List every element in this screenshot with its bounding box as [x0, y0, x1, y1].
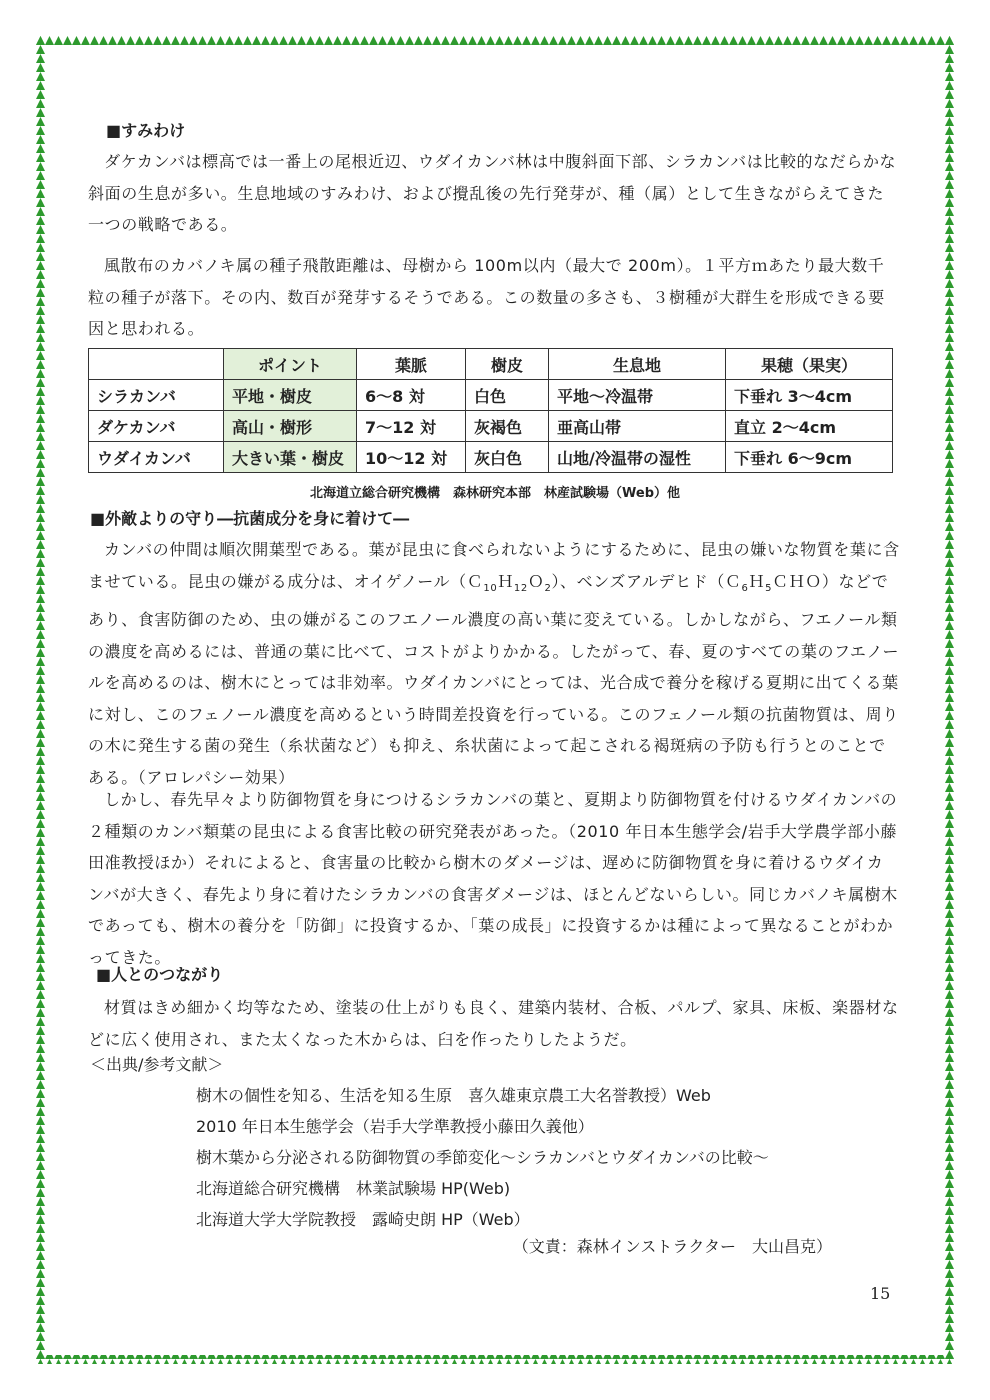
table-cell: 亜高山帯 — [549, 411, 726, 442]
table-cell: シラカンバ — [89, 380, 224, 411]
table-cell: 平地～冷温帯 — [549, 380, 726, 411]
paragraph-text: ）、ベンズアルデヒド（Ｃ — [551, 571, 742, 591]
table-cell: ウダイカンバ — [89, 442, 224, 473]
paragraph-people-1: 材質はきめ細かく均等なため、塗装の仕上がりも良く、建築内装材、合板、パルプ、家具、床板、楽器材などに広く使用され、また太くなった木からは、臼を作ったりしたようだ。 — [88, 998, 899, 1049]
birch-comparison-table — [88, 348, 893, 473]
table-row — [89, 442, 893, 473]
paragraph-defense-1: カンバの仲間は順次開葉型である。葉が昆虫に食べられないようにするために、昆虫の嫌いな物質を葉に含ませている。昆虫の嫌がる成分は、オイゲノール（Ｃ$_{10}$Ｈ$_{12}$Ｏ$_2$）、ベンズアルデヒド（Ｃ$_6$Ｈ$_5$ＣＨＯ）などであり、食害防御のため、虫の嫌がるこのフエノール濃度の高い葉に変えている。しかしながら、フエノール類の濃度を高めるには、普通の葉に比べて、コストがよりかかる。したがって、春、夏のすべての葉のフエノールを高めるのは、樹木にとっては非効率。ウダイカンバにとっては、光合成で養分を稼げる夏期に出てくる葉に対し、このフェノール濃度を高めるという時間差投資を行っている。このフェノール類の抗菌物質は、周りの木に発生する菌の発生（糸状菌など）も抑え、糸状菌によって起こされる褐斑病の予防も行うとのことである。（アロレパシー効果） — [88, 540, 900, 787]
table-cell: 大きい葉・樹皮 — [224, 442, 357, 473]
reference-item: 樹木の個性を知る、生活を知る生原 喜久雄東京農工大名誉教授）Web — [196, 1086, 711, 1105]
table-cell: 直立 2～4cm — [726, 411, 893, 442]
paragraph-text: カンバの仲間は順次開葉型である。葉が昆虫に食べられないようにするために、昆虫の嫌いな物質を葉に含ませている。昆虫の嫌がる成分は、オイゲノール（Ｃ — [88, 540, 900, 591]
table-cell: 6～8 対 — [357, 380, 466, 411]
author-credit: （文責：森林インストラクター 大山昌克） — [512, 1237, 832, 1256]
reference-item: 北海道大学大学院教授 露崎史朗 HP（Web） — [196, 1210, 530, 1229]
table-source-note: 北海道立総合研究機構 森林研究本部 林産試験場（Web）他 — [310, 486, 680, 501]
page-number: 15 — [870, 1284, 891, 1303]
table-row — [89, 411, 893, 442]
table-header-cell: 果穂（果実） — [726, 349, 893, 380]
reference-item: 2010 年日本生態学会（岩手大学準教授小藤田久義他） — [196, 1117, 594, 1136]
references-list — [196, 1080, 769, 1235]
table-cell: 下垂れ 3～4cm — [726, 380, 893, 411]
table-header-cell: 樹皮 — [466, 349, 549, 380]
reference-item: 北海道総合研究機構 林業試験場 HP(Web) — [196, 1179, 511, 1198]
paragraph-defense-2: しかし、春先早々より防御物質を身につけるシラカンバの葉と、夏期より防御物質を付けるウダイカンバの２種類のカンバ類葉の昆虫による食害比較の研究発表があった。（2010 年日本生態学会/岩手大学農学部小藤田准教授ほか）それによると、食害量の比較から樹木のダメージは、遅めに防御物質を身に着けるウダイカンバが大きく、春先より身に着けたシラカンバの食害ダメージは、ほとんどないらしい。同じカバノキ属樹木であっても、樹木の養分を「防御」に投資するか、「葉の成長」に投資するかは種によって異なることがわかってきた。 — [88, 790, 898, 967]
reference-item: 樹木葉から分泌される防御物質の季節変化～シラカンバとウダイカンバの比較～ — [196, 1148, 769, 1167]
paragraph-sumiwake-2: 風散布のカバノキ属の種子飛散距離は、母樹から 100m以内（最大で 200m）。１平方ｍあたり最大数千粒の種子が落下。その内、数百が発芽するそうである。この数量の多さも、３樹種が大群生を形成できる要因と思われる。 — [88, 256, 885, 338]
references-heading: ＜出典/参考文献＞ — [90, 1055, 224, 1074]
table-cell: 7～12 対 — [357, 411, 466, 442]
table-header-cell — [89, 349, 224, 380]
paragraph-text: ＨＯ）などであり、食害防御のため、虫の嫌がるこのフエノール濃度の高い葉に変えている。しかしながら、フエノール類の濃度を高めるには、普通の葉に比べて、コストがよりかかる。したがって、春、夏のすべての葉のフエノールを高めるのは、樹木にとっては非効率。ウダイカンバにとっては、光合成で養分を稼げる夏期に出てくる葉に対し、このフェノール濃度を高めるという時間差投資を行っている。このフェノール類の抗菌物質は、周りの木に発生する菌の発生（糸状菌など）も抑え、糸状菌によって起こされる褐斑病の予防も行うとのことである。（アロレパシー効果） — [88, 571, 900, 787]
section-heading-defense: ■外敵よりの守り―抗菌成分を身に着けて― — [90, 509, 410, 528]
table-header-cell: 生息地 — [549, 349, 726, 380]
paragraph-sumiwake-1: ダケカンバは標高では一番上の尾根近辺、ウダイカンバ林は中腹斜面下部、シラカンバは比較的なだらかな斜面の生息が多い。生息地域のすみわけ、および攪乱後の先行発芽が、種（属）として生きながらえてきた一つの戦略である。 — [88, 152, 897, 234]
table-cell: 10～12 対 — [357, 442, 466, 473]
section-heading-sumiwake: ■すみわけ — [106, 121, 186, 140]
table-header-cell: 葉脈 — [357, 349, 466, 380]
table-cell: 灰褐色 — [466, 411, 549, 442]
table-cell: 白色 — [466, 380, 549, 411]
table-cell: 高山・樹形 — [224, 411, 357, 442]
table-header-row — [89, 349, 893, 380]
section-heading-people: ■人とのつながり — [96, 965, 224, 984]
table-cell: 平地・樹皮 — [224, 380, 357, 411]
table-cell: 山地/冷温帯の湿性 — [549, 442, 726, 473]
table-row — [89, 380, 893, 411]
table-cell: 下垂れ 6～9cm — [726, 442, 893, 473]
table-cell: ダケカンバ — [89, 411, 224, 442]
table-cell: 灰白色 — [466, 442, 549, 473]
table-header-cell: ポイント — [224, 349, 357, 380]
